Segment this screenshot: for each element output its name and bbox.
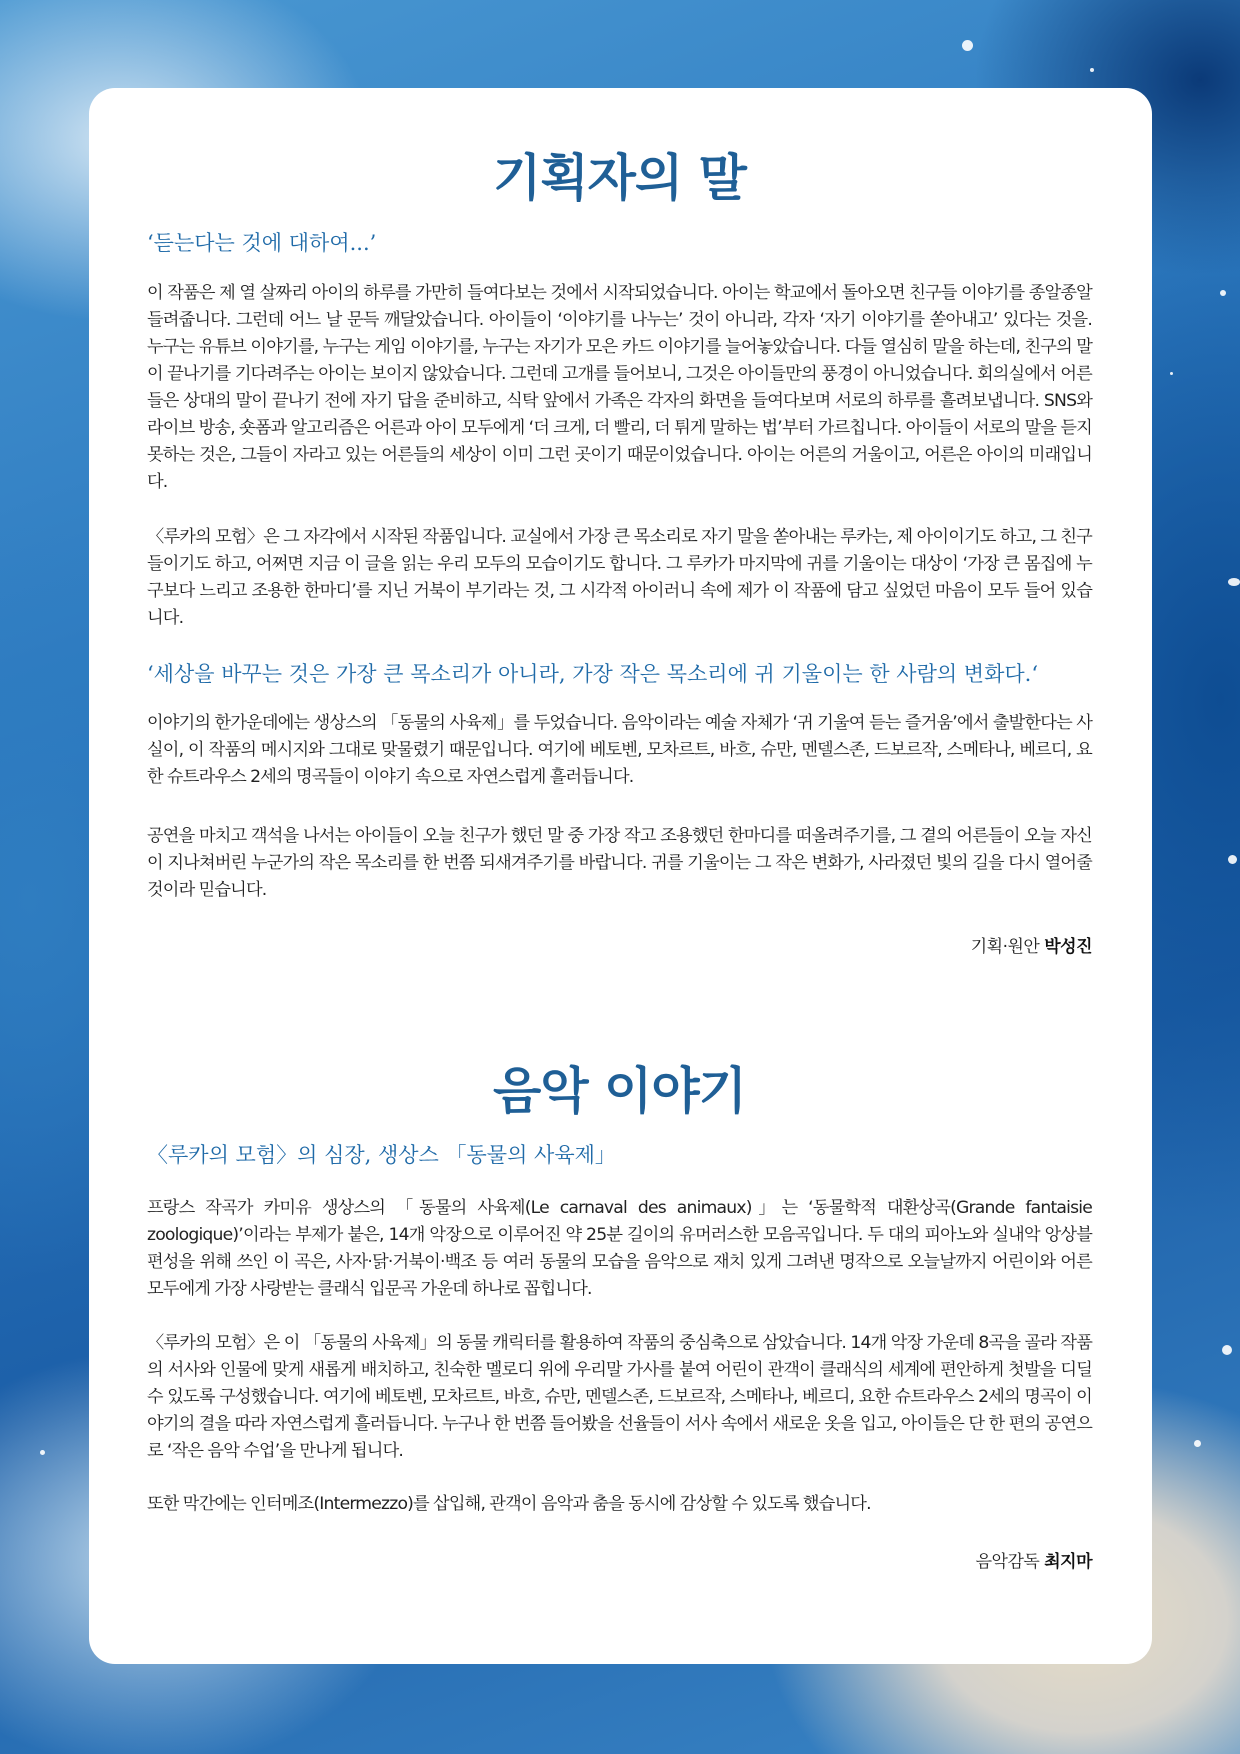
- planner-section-title: 기획자의 말: [493, 149, 746, 207]
- planner-paragraph-2: 〈루카의 모험〉은 그 자각에서 시작된 작품입니다. 교실에서 가장 큰 목소리로 자기 말을 쏟아내는 루카는, 제 아이이기도 하고, 그 친구들이기도 하고, 어쩌면 지금 이 글을 읽는 우리 모두의 모습이기도 합니다. 그 루카가 마지막에 귀를 기울이는 대상이 ‘가장 큰 몸집에 누구보다 느리고 조용한 한마디’를 지닌 거북이 부기라는 것, 그 시각적 아이러니 속에 제가 이 작품에 담고 싶었던 마음이 모두 들어 있습니다.: [147, 527, 1092, 628]
- background-speck: [1090, 68, 1094, 72]
- background-speck: [962, 40, 973, 51]
- music-paragraph-3: 또한 막간에는 인터메조(Intermezzo)를 삽입해, 관객이 음악과 춤을 동시에 감상할 수 있도록 했습니다.: [147, 1494, 871, 1514]
- music-signature-role: 음악감독: [975, 1552, 1040, 1572]
- planner-signature-role: 기획·원안: [970, 937, 1040, 957]
- music-paragraph-2: 〈루카의 모험〉은 이 「동물의 사육제」의 동물 캐릭터를 활용하여 작품의 중심축으로 삼았습니다. 14개 악장 가운데 8곡을 골라 작품의 서사와 인물에 맞게 새롭게 배치하고, 친숙한 멜로디 위에 우리말 가사를 붙여 어린이 관객이 클래식의 세계에 편안하게 첫발을 디딜 수 있도록 구성했습니다. 여기에 베토벤, 모차르트, 바흐, 슈만, 멘델스존, 드보르작, 스메타나, 베르디, 요한 슈트라우스 2세의 명곡이 이야기의 결을 따라 자연스럽게 흘러듭니다. 누구나 한 번쯤 들어봤을 선율들이 서사 속에서 새로운 옷을 입고, 아이들은 단 한 편의 공연으로 ‘작은 음악 수업’을 만나게 됩니다.: [147, 1333, 1092, 1461]
- planner-paragraph-3: 이야기의 한가운데에는 생상스의 「동물의 사육제」를 두었습니다. 음악이라는 예술 자체가 ‘귀 기울여 듣는 즐거움’에서 출발한다는 사실이, 이 작품의 메시지와 그대로 맞물렸기 때문입니다. 여기에 베토벤, 모차르트, 바흐, 슈만, 멘델스존, 드보르작, 스메타나, 베르디, 요한 슈트라우스 2세의 명곡들이 이야기 속으로 자연스럽게 흘러듭니다.: [147, 713, 1092, 787]
- music-paragraph-1: 프랑스 작곡가 카미유 생상스의 「동물의 사육제(Le carnaval des animaux)」는 ‘동물학적 대환상곡(Grande fantaisie zoologique)’이라는 부제가 붙은, 14개 악장으로 이루어진 약 25분 길이의 유머러스한 모음곡입니다. 두 대의 피아노와 실내악 앙상블 편성을 위해 쓰인 이 곡은, 사자·닭·거북이·백조 등 여러 동물의 모습을 음악으로 재치 있게 그려낸 명작으로 오늘날까지 어린이와 어른 모두에게 가장 사랑받는 클래식 입문곡 가운데 하나로 꼽힙니다.: [147, 1198, 1092, 1299]
- background-speck: [1194, 1440, 1201, 1447]
- content-card: [89, 88, 1152, 1664]
- music-signature-name: 최지마: [1044, 1552, 1092, 1572]
- background-speck: [1222, 1345, 1232, 1355]
- background-speck: [40, 1450, 45, 1455]
- background-speck: [1220, 290, 1226, 296]
- background-speck: [1228, 855, 1237, 864]
- music-section-title: 음악 이야기: [493, 1062, 746, 1120]
- planner-paragraph-1: 이 작품은 제 열 살짜리 아이의 하루를 가만히 들여다보는 것에서 시작되었습니다. 아이는 학교에서 돌아오면 친구들 이야기를 종알종알 들려줍니다. 그런데 어느 날 문득 깨달았습니다. 아이들이 ‘이야기를 나누는’ 것이 아니라, 각자 ‘자기 이야기를 쏟아내고’ 있다는 것을. 누구는 유튜브 이야기를, 누구는 게임 이야기를, 누구는 자기가 모은 카드 이야기를 늘어놓았습니다. 다들 열심히 말을 하는데, 친구의 말이 끝나기를 기다려주는 아이는 보이지 않았습니다. 그런데 고개를 들어보니, 그것은 아이들만의 풍경이 아니었습니다. 회의실에서 어른들은 상대의 말이 끝나기 전에 자기 답을 준비하고, 식탁 앞에서 가족은 각자의 화면을 들여다보며 서로의 하루를 흘려보냅니다. SNS와 라이브 방송, 숏폼과 알고리즘은 어른과 아이 모두에게 ‘더 크게, 더 빨리, 더 튀게 말하는 법’부터 가르칩니다. 아이들이 서로의 말을 듣지 못하는 것은, 그들이 자라고 있는 어른들의 세상이 이미 그런 곳이기 때문이었습니다. 아이는 어른의 거울이고, 어른은 아이의 미래입니다.: [147, 283, 1092, 492]
- music-signature: [147, 1547, 1092, 1572]
- music-subtitle: 〈루카의 모험〉의 심장, 생상스 「동물의 사육제」: [147, 1143, 616, 1167]
- planner-paragraph-4: 공연을 마치고 객석을 나서는 아이들이 오늘 친구가 했던 말 중 가장 작고 조용했던 한마디를 떠올려주기를, 그 곁의 어른들이 오늘 자신이 지나쳐버린 누군가의 작은 목소리를 한 번쯤 되새겨주기를 바랍니다. 귀를 기울이는 그 작은 변화가, 사라졌던 빛의 길을 다시 열어줄 것이라 믿습니다.: [147, 826, 1092, 900]
- planner-signature-name: 박성진: [1044, 937, 1092, 957]
- planner-signature: [147, 932, 1092, 957]
- planner-subtitle: ‘듣는다는 것에 대하여...’: [147, 231, 377, 255]
- background-speck: [1170, 372, 1173, 375]
- planner-quote: ‘세상을 바꾸는 것은 가장 큰 목소리가 아니라, 가장 작은 목소리에 귀 기울이는 한 사람의 변화다.‘: [147, 662, 1039, 686]
- background-speck: [1228, 578, 1240, 586]
